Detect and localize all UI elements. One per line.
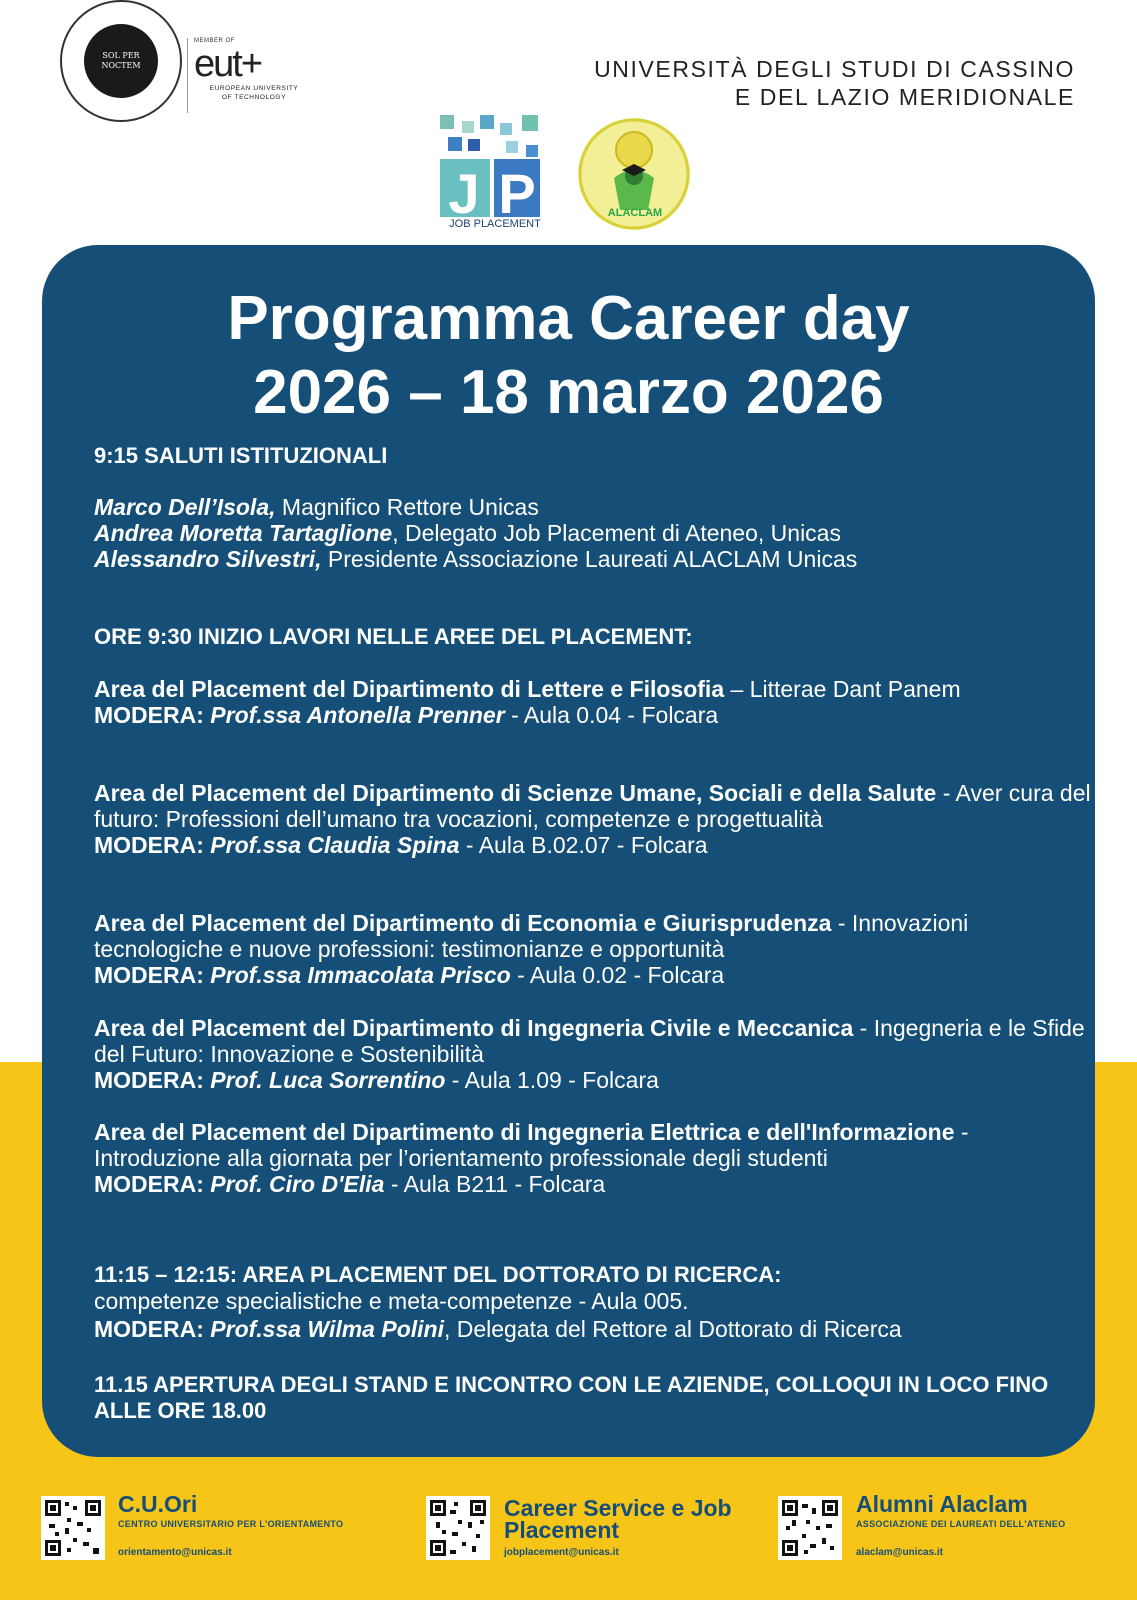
- welcome-heading: [94, 443, 1094, 469]
- area-moderator: [94, 1067, 1094, 1093]
- area-topic: - Innovazioni tecnologiche e nuove professioni: testimonianze e opportunità: [94, 910, 969, 962]
- qr-code-job-placement[interactable]: [426, 1496, 490, 1560]
- speaker-name: Marco Dell’Isola,: [94, 494, 276, 520]
- area-name: Area del Placement del Dipartimento di Ingegneria Elettrica e dell'Informazione: [94, 1119, 955, 1145]
- eut-subtitle-1: EUROPEAN UNIVERSITY: [209, 85, 299, 92]
- speaker-row: [94, 520, 1094, 546]
- eut-member-of: MEMBER OF: [194, 38, 235, 44]
- footer-cuori-title: C.U.Ori: [118, 1491, 198, 1517]
- qr-code-cuori[interactable]: [41, 1496, 105, 1560]
- speaker-row: [94, 494, 1094, 520]
- seal-motto: SOL PER NOCTEM: [101, 51, 141, 70]
- area-name: Area del Placement del Dipartimento di Lettere e Filosofia: [94, 676, 725, 702]
- room: - Aula B211 - Folcara: [384, 1171, 606, 1197]
- doctorate-moderator: [94, 1316, 1094, 1342]
- speaker-role: , Delegato Job Placement di Ateneo, Unicas: [392, 520, 841, 546]
- area-block: [94, 910, 1094, 988]
- speaker-name: Alessandro Silvestri,: [94, 546, 322, 572]
- area-block: [94, 1119, 1094, 1197]
- footer-job-placement-title: Career Service e Job Placement: [504, 1495, 732, 1543]
- area-block: [94, 1015, 1094, 1093]
- qr-code-icon: [43, 1498, 103, 1558]
- footer-job-placement-email[interactable]: jobplacement@unicas.it: [504, 1547, 619, 1558]
- doctorate-topic: competenze specialistiche e meta-competenze - Aula 005.: [94, 1288, 689, 1314]
- university-name-line2: E DEL LAZIO MERIDIONALE: [734, 84, 1075, 110]
- footer-cuori-subtitle: CENTRO UNIVERSITARIO PER L'ORIENTAMENTO: [118, 1519, 344, 1529]
- speaker-name: Andrea Moretta Tartaglione: [94, 520, 393, 546]
- university-name-line1: UNIVERSITÀ DEGLI STUDI DI CASSINO: [594, 56, 1075, 82]
- moderator-name: Prof.ssa Wilma Polini: [203, 1316, 444, 1342]
- qr-code-alaclam[interactable]: [778, 1496, 842, 1560]
- eut-logo-text: eut+: [194, 43, 262, 85]
- alaclam-caption: ALACLAM: [607, 207, 663, 219]
- area-block: [94, 676, 1094, 728]
- moderator-name: Prof. Ciro D'Elia: [203, 1171, 385, 1197]
- room: - Aula B.02.07 - Folcara: [459, 832, 708, 858]
- seal-sun-emblem: [84, 24, 158, 98]
- work-heading-text: ORE 9:30 INIZIO LAVORI NELLE AREE DEL PLACEMENT:: [94, 624, 693, 649]
- footer-cuori-email[interactable]: orientamento@unicas.it: [118, 1547, 232, 1558]
- area-title: [94, 1015, 1094, 1067]
- footer-alaclam-email[interactable]: alaclam@unicas.it: [856, 1547, 944, 1558]
- speaker-role: Presidente Associazione Laureati ALACLAM Unicas: [321, 546, 858, 572]
- room: - Aula 1.09 - Folcara: [445, 1067, 659, 1093]
- moderator-label: MODERA:: [94, 702, 204, 728]
- footer-alaclam-subtitle: ASSOCIAZIONE DEI LAUREATI DELL'ATENEO: [856, 1519, 1066, 1529]
- area-title: [94, 910, 1094, 962]
- area-name: Area del Placement del Dipartimento di Ingegneria Civile e Meccanica: [94, 1015, 854, 1041]
- title-line2: 2026 – 18 marzo 2026: [253, 358, 884, 427]
- area-topic: - Introduzione alla giornata per l’orientamento professionale degli studenti: [94, 1119, 969, 1171]
- svg-text:J: J: [448, 162, 480, 225]
- room: - Aula 0.04 - Folcara: [504, 702, 719, 728]
- eut-logo: [187, 38, 314, 113]
- moderator-name: Prof.ssa Claudia Spina: [203, 832, 460, 858]
- area-topic: - Aver cura del futuro: Professioni dell’umano tra vocazioni, competenze e progettualità: [94, 780, 1091, 832]
- speaker-role: Magnifico Rettore Unicas: [275, 494, 539, 520]
- area-moderator: [94, 702, 1094, 728]
- eut-subtitle-2: OF TECHNOLOGY: [221, 94, 287, 101]
- title-line1: Programma Career day: [227, 284, 910, 353]
- closing-text: 11.15 APERTURA DEGLI STAND E INCONTRO CON LE AZIENDE, COLLOQUI IN LOCO FINO ALLE ORE 18.00: [94, 1372, 1049, 1423]
- area-topic: - Ingegneria e le Sfide del Futuro: Innovazione e Sostenibilità: [94, 1015, 1085, 1067]
- work-heading: [94, 624, 1094, 650]
- area-title: [94, 676, 1094, 702]
- closing-note: [94, 1372, 1054, 1424]
- page-title: [0, 282, 1137, 430]
- area-title: [94, 780, 1094, 832]
- area-name: Area del Placement del Dipartimento di Scienze Umane, Sociali e della Salute: [94, 780, 937, 806]
- moderator-label: MODERA:: [94, 832, 204, 858]
- moderator-name: Prof. Luca Sorrentino: [203, 1067, 446, 1093]
- doctorate-heading: 11:15 – 12:15: AREA PLACEMENT DEL DOTTORATO DI RICERCA:: [94, 1262, 782, 1287]
- moderator-label: MODERA:: [94, 962, 204, 988]
- speakers-list: [94, 494, 1094, 572]
- speaker-row: [94, 546, 1094, 572]
- moderator-name: Prof.ssa Antonella Prenner: [203, 702, 505, 728]
- moderator-label: MODERA:: [94, 1067, 204, 1093]
- moderator-name: Prof.ssa Immacolata Prisco: [203, 962, 511, 988]
- university-name: [594, 55, 1075, 111]
- university-seal-logo: [60, 0, 182, 122]
- qr-code-icon: [780, 1498, 840, 1558]
- area-block: [94, 780, 1094, 858]
- qr-code-icon: [428, 1498, 488, 1558]
- moderator-role: , Delegata del Rettore al Dottorato di Ricerca: [443, 1316, 902, 1342]
- area-topic: – Litterae Dant Panem: [724, 676, 961, 702]
- moderator-label: MODERA:: [94, 1316, 204, 1342]
- doctorate-block: [94, 1262, 1094, 1342]
- job-placement-logo: [440, 115, 548, 233]
- svg-text:P: P: [498, 162, 536, 225]
- area-title: [94, 1119, 1094, 1171]
- welcome-heading-text: 9:15 SALUTI ISTITUZIONALI: [94, 443, 388, 468]
- area-moderator: [94, 1171, 1094, 1197]
- moderator-label: MODERA:: [94, 1171, 204, 1197]
- area-moderator: [94, 832, 1094, 858]
- area-moderator: [94, 962, 1094, 988]
- footer-alaclam-title: Alumni Alaclam: [856, 1491, 1028, 1517]
- area-name: Area del Placement del Dipartimento di Economia e Giurisprudenza: [94, 910, 832, 936]
- room: - Aula 0.02 - Folcara: [510, 962, 725, 988]
- job-placement-caption: JOB PLACEMENT: [449, 218, 541, 230]
